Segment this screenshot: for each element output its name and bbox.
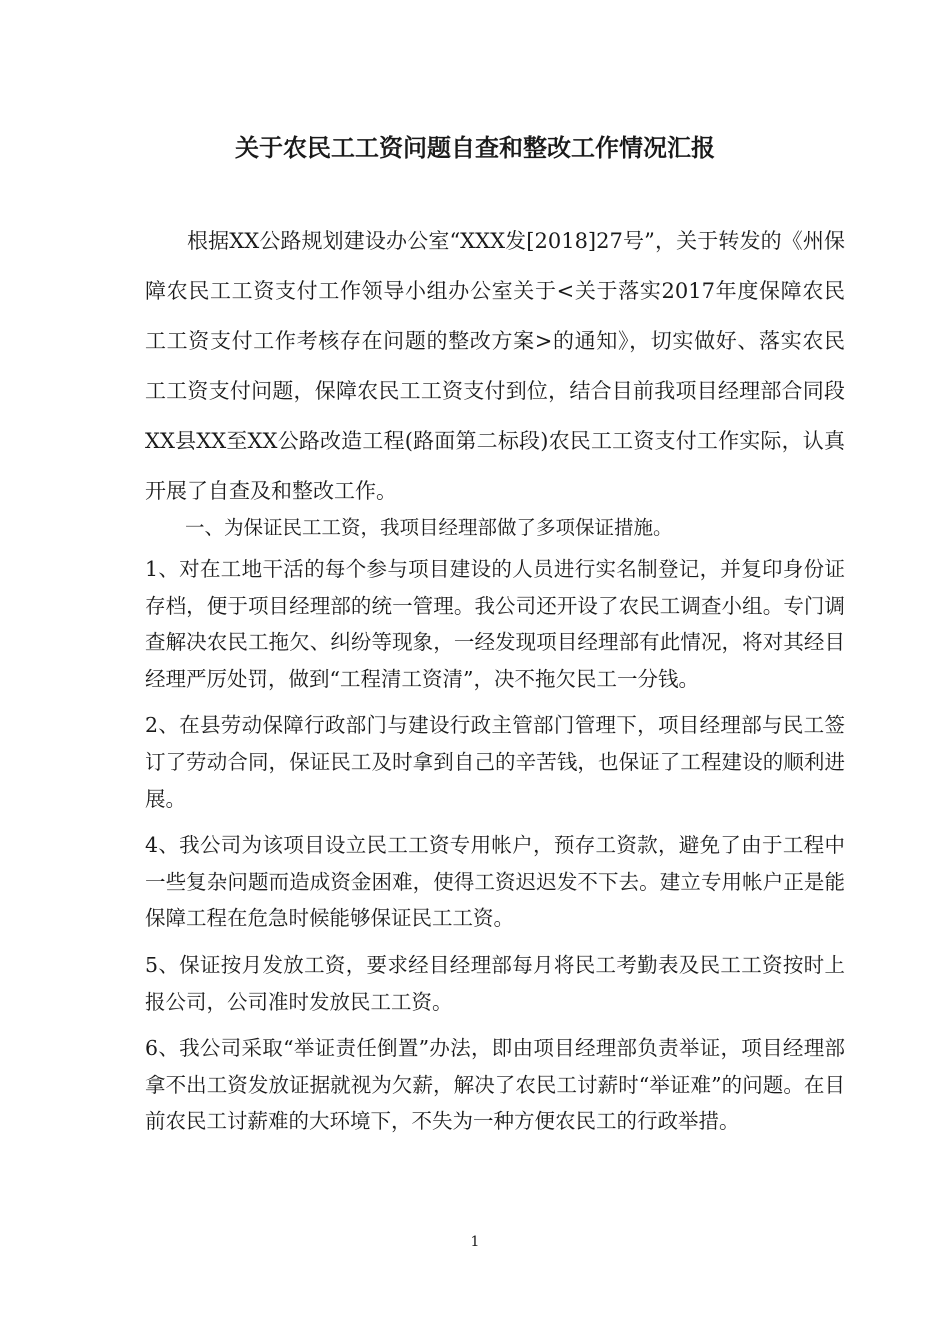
measure-item-4: 4、我公司为该项目设立民工工资专用帐户，预存工资款，避免了由于工程中一些复杂问题而造成资金困难，使得工资迟迟发不下去。建立专用帐户正是能保障工程在危急时候能够保证民工工资。 <box>145 833 845 931</box>
measure-item-6: 6、我公司采取“举证责任倒置”办法，即由项目经理部负责举证，项目经理部拿不出工资发放证据就视为欠薪，解决了农民工讨薪时“举证难”的问题。在目前农民工讨薪难的大环境下，不失为一种方便农民工的行政举措。 <box>145 1036 845 1134</box>
measures-list <box>145 551 845 1150</box>
document-title: 关于农民工工资问题自查和整改工作情况汇报 <box>235 133 715 162</box>
measure-item-5: 5、保证按月发放工资，要求经目经理部每月将民工考勤表及民工工资按时上报公司，公司准时发放民工工资。 <box>145 952 845 1014</box>
measure-item-2: 2、在县劳动保障行政部门与建设行政主管部门管理下，项目经理部与民工签订了劳动合同，保证民工及时拿到自己的辛苦钱，也保证了工程建设的顺利进展。 <box>145 713 845 811</box>
page-number: 1 <box>470 1234 480 1250</box>
intro-paragraph: 根据XX公路规划建设办公室“XXX发[2018]27号”，关于转发的《州保障农民工工资支付工作领导小组办公室关于<关于落实2017年度保障农民工工资支付工作考核存在问题的整改方案>的通知》，切实做好、落实农民工工资支付问题，保障农民工工资支付到位，结合目前我项目经理部合同段XX县XX至XX公路改造工程(路面第二标段)农民工工资支付工作实际，认真开展了自查及和整改工作。 <box>145 229 845 503</box>
measure-item-1: 1、对在工地干活的每个参与项目建设的人员进行实名制登记，并复印身份证存档，便于项目经理部的统一管理。我公司还开设了农民工调查小组。专门调查解决农民工拖欠、纠纷等现象，一经发现项目经理部有此情况，将对其经目经理严厉处罚，做到“工程清工资清”，决不拖欠民工一分钱。 <box>145 557 845 691</box>
section-heading: 一、为保证民工工资，我项目经理部做了多项保证措施。 <box>185 516 673 539</box>
